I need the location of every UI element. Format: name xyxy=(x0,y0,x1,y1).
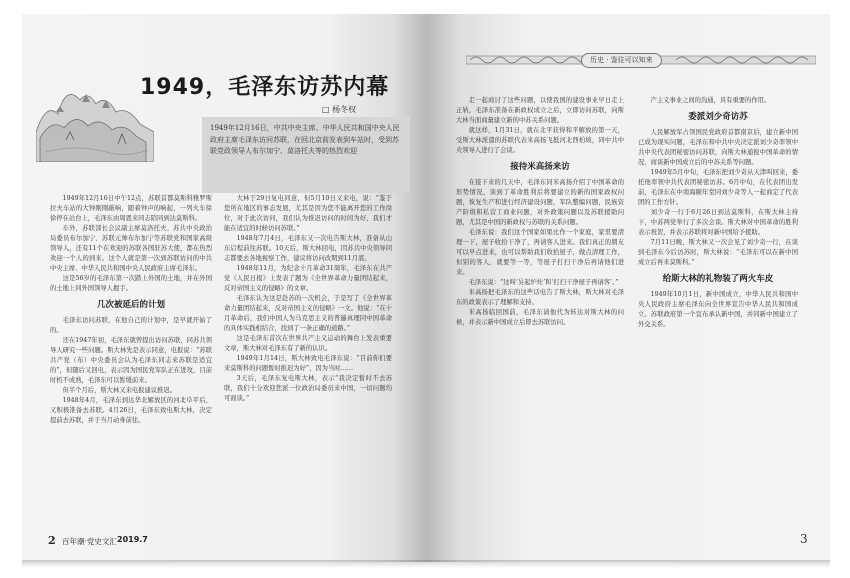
paragraph: 1948年4月，毛泽东到达华北解放区的河北阜平后，又积极准备去苏联。4月26日，毛泽东致电斯大林，决定提前去苏联，并于当月动身前往。 xyxy=(50,397,212,424)
paragraph: 大林于29日复电同意，但5月10日又来电，说：“鉴于您所在地区的事态发展，尤其是因为您不能离开您的工作岗位，对于此次访问，我们认为推迟访问的时间为好，我们才能在适宜的时候访问苏联。” xyxy=(224,195,392,232)
section-heading: 几次被延后的计划 xyxy=(96,300,165,310)
paragraph: 人民解放军占领国民党政府首都南京后，建立新中国已成为现实问题，毛泽东和中共中央决定派刘少奇率领中共中央代表团秘密访问苏联，向斯大林通报中国革命的情况，商谈新中国成立后的中苏关系等问题。 xyxy=(638,129,798,166)
author-byline: □ 杨冬权 xyxy=(322,105,357,114)
paragraph: 1948年11月，为纪念十月革命31周年，毛泽东在共产党《人民日报》上发表了题为《全世界革命力量团结起来，反对帝国主义的侵略》的文章。 xyxy=(224,265,392,292)
paragraph: 毛泽东说：我们这个国家如果比作一个家庭，家里要清理一下，屋子收拾干净了，再请客人进来。我们真正的朋友可以早点进来，也可以帮助我们收拾屋子，做点清理工作，但别的客人，就要等一等，等屋子打扫干净后再请他们进来。 xyxy=(456,229,624,276)
paragraph: 这是毛泽东首次在世界共产主义运动的舞台上发表重要文章，斯大林对毛泽东有了新的认识。 xyxy=(224,335,392,352)
paragraph: 3天后，毛泽东复电斯大林，表示“我决定暂时不去苏联，我们十分欢迎您派一位政治局委员来中国，一切问题均可面谈。” xyxy=(224,375,392,402)
magazine-spread xyxy=(22,14,830,562)
landscape-illustration xyxy=(36,72,154,162)
page-number-right: 3 xyxy=(800,532,808,546)
article-summary: 1949年12月16日，中共中央主席、中华人民共和国中央人民政府主席毛泽东访问苏联，在回北京前发表到车站时，受到苏联党政领导人布尔加宁、莫洛托夫等的热烈欢迎 xyxy=(202,117,410,193)
paragraph: 毛泽东认为这是赴苏的一次机会，于是写了《全世界革命力量团结起来，反对帝国主义的侵略》一文。他说：“在十月革命后，我们中国人为马克思主义的普遍真理同中国革命的具体实践相结合，找到了一条正确的道路。” xyxy=(224,295,392,332)
paragraph: 1949年12月16日中午12点，苏联首都莫斯科雅罗斯拉夫车站的大钟刚刚敲响，随着钟声的响起，一列火车徐徐停在站台上，毛泽东由周恩来同志陪同到达莫斯科。 xyxy=(50,195,212,222)
paragraph: 毛泽东说：“这叫‘另起炉灶’和‘打扫干净屋子再请客’。” xyxy=(468,279,619,286)
paragraph: 就这样，1月31日，就在北平获得和平解放的第一天，受斯大林派遣的苏联代表米高扬飞抵河北西柏坡，同中共中央领导人进行了会谈。 xyxy=(456,127,624,154)
paragraph: 还在1947年初，毛泽东就曾提出访问苏联，同苏共领导人研究一些问题。斯大林先是表示同意，电报说：“苏联共产党（布）中央委员会认为毛泽东同志来苏联是适宜的”，但随后又回电，表示因为国民党军队正在进攻，目前时机不成熟，毛泽东可以暂缓前来。 xyxy=(50,337,212,384)
left-column-1 xyxy=(50,194,212,524)
paragraph: 但半个月后，斯大林又来电报建议推迟。 xyxy=(62,387,176,394)
left-column-2 xyxy=(224,194,392,524)
column-tag: 历史 · 鉴往可以知来 xyxy=(581,53,662,68)
paragraph: 车外，苏联部长会议副主席莫洛托夫、苏共中央政治局委员布尔加宁、苏联元帅布尔加宁等苏联党和国家高级领导人，还有11个在欢迎的苏联各国驻苏大使，都在热烈欢迎一个人的到来。这个人就是第一次到苏联访问的中共中央主席、中华人民共和国中央人民政府主席毛泽东。 xyxy=(50,225,212,272)
magazine-logo: 百年潮·党史文汇 xyxy=(62,537,117,546)
right-column-1 xyxy=(456,96,624,526)
paragraph: 米高扬把毛泽东的这些话电告了斯大林，斯大林对毛泽东的政策表示了理解和支持。 xyxy=(456,289,624,306)
paragraph: 在接下来的几天中，毛泽东同米高扬介绍了中国革命的形势情况，谈到了革命胜利后将要建立的新的国家政权问题，恢复生产和进行经济建设问题，军队整编问题，民族资产阶级和私营工商业问题，对外政策问题以及苏联援助问题，尤其是中国的新政权与苏联的关系问题。 xyxy=(456,179,624,226)
paragraph: 1949年5月中旬，毛泽东把刘少奇从天津叫回来，委托他率领中共代表团秘密访苏。6月中旬，在代表团出发前，毛泽东在中南海颐年堂同刘少奇等人一起商定了代表团的工作方针。 xyxy=(638,169,798,206)
article-title: 1949，毛泽东访苏内幕 xyxy=(140,75,390,100)
paragraph: 1949年10月1日，新中国成立，中华人民共和国中央人民政府主席毛泽东向全世界宣告中华人民共和国成立。苏联政府第一个宣布承认新中国，并同新中国建立了外交关系。 xyxy=(638,291,798,328)
paragraph: 毛泽东访问苏联，在他自己的计划中，是早就开始了的。 xyxy=(50,317,212,334)
paragraph: 产主义事业之间的沟通，具有重要的作用。 xyxy=(650,97,771,104)
paragraph: 走一起商讨了这些问题，以使我国的建设事业早日走上正轨，毛泽东准备在新政权成立之后，立即访问苏联，向斯大林当面商量建立新的中苏关系问题。 xyxy=(456,97,624,124)
page-shadow xyxy=(22,560,830,568)
section-heading: 委派刘少奇访苏 xyxy=(688,112,748,122)
paragraph: 米高扬临回国前，毛泽东请他代为转达对斯大林的问候，并表示新中国成立后即去苏联访问。 xyxy=(456,309,624,326)
page-number-left: 2 xyxy=(48,534,56,547)
paragraph: 1948年7月4日，毛泽东又一次电告斯大林，准备从山东启程前往苏联。10天后，斯大林回电，因苏共中央领导同志都要去各地视察工作，建议将访问改期到11月底。 xyxy=(224,235,392,262)
left-page xyxy=(22,14,426,562)
paragraph: 7月11日晚，斯大林又一次会见了刘少奇一行，在谈到毛泽东今后访苏时，斯大林说：“毛泽东可以在新中国成立后再来莫斯科。” xyxy=(638,239,798,266)
right-page xyxy=(426,14,830,562)
issue-number: 2019.7 xyxy=(117,535,148,544)
section-heading: 接待米高扬来访 xyxy=(510,162,570,172)
right-column-2 xyxy=(638,96,798,526)
paragraph: 这是56岁的毛泽东第一次踏上外国的土地，并在外国的土地上同外国领导人握手。 xyxy=(50,275,212,292)
section-heading: 给斯大林的礼物装了两火车皮 xyxy=(662,274,774,284)
paragraph: 1949年1月14日，斯大林致电毛泽东说：“目前你们要来莫斯科的问题暂时推迟为好”，因为当时…… xyxy=(224,355,392,372)
paragraph: 刘少奇一行于6月26日到达莫斯科，在斯大林主持下，中苏两党举行了多次会谈。斯大林对中国革命的胜利表示祝贺，并表示苏联将对新中国给予援助。 xyxy=(638,209,798,236)
